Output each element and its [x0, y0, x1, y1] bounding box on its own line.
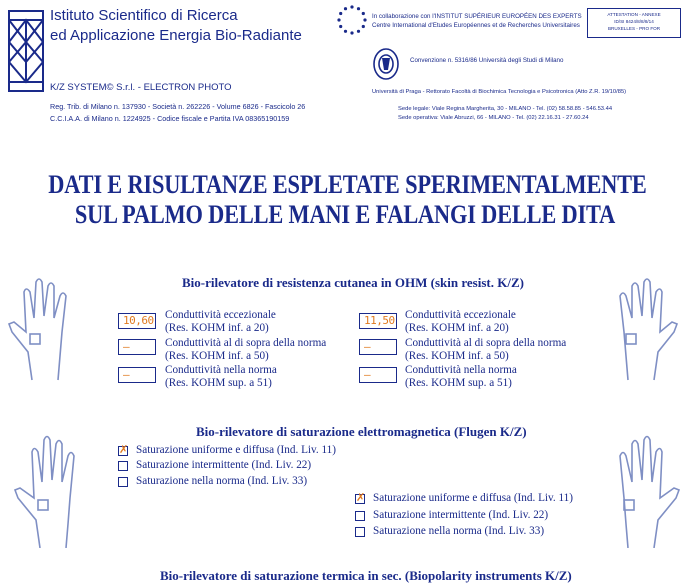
resistance-value-box[interactable]	[118, 367, 156, 383]
resistance-option: Conduttività eccezionale (Res. KOHM inf. a 20)	[405, 309, 516, 334]
collaboration-line1: In collaborazione con l'INSTITUT SUPÉRIEUR EUROPÉEN DES EXPERTS	[372, 13, 582, 20]
saturation-label: Saturazione uniforme e diffusa (Ind. Liv. 11)	[136, 444, 336, 456]
institute-logo	[6, 8, 46, 94]
handwritten-value: –	[364, 340, 371, 353]
resistance-value-box[interactable]	[359, 313, 397, 329]
company-line: K/Z SYSTEM© S.r.l. - ELECTRON PHOTO	[50, 82, 232, 93]
resistance-option: Conduttività nella norma (Res. KOHM sup. a 51)	[405, 364, 517, 389]
saturation-label: Saturazione nella norma (Ind. Liv. 33)	[136, 475, 308, 487]
section2-heading: Bio-rilevatore di saturazione elettromagnetica (Flugen K/Z)	[196, 424, 527, 439]
saturation-label: Saturazione intermittente (Ind. Liv. 22)	[136, 459, 312, 471]
check-mark-icon: ✗	[119, 444, 129, 456]
saturation-label: Saturazione uniforme e diffusa (Ind. Liv. 11)	[373, 492, 573, 504]
check-mark-icon: ✗	[356, 492, 366, 504]
section1-heading: Bio-rilevatore di resistenza cutanea in OHM (skin resist. K/Z)	[182, 275, 524, 290]
sede-legale-line: Sede legale: Viale Regina Margherita, 30 - MILANO - Tel. (02) 58.58.85 - 546.53.44	[398, 106, 613, 112]
saturation-checkbox[interactable]	[355, 527, 365, 537]
saturation-label: Saturazione intermittente (Ind. Liv. 22)	[373, 509, 549, 521]
collaboration-line2: Centre International d'Etudes Européennes et de Recherches Universitaires	[372, 22, 580, 29]
left-hand-diagram	[4, 272, 96, 382]
resistance-option: Conduttività al di sopra della norma (Res. KOHM inf. a 50)	[405, 337, 567, 362]
handwritten-value: –	[123, 340, 130, 353]
attestation-line: ATTESTATION - ANNEXE	[607, 12, 661, 17]
right-hand-diagram	[590, 272, 682, 382]
resistance-value-box[interactable]	[359, 367, 397, 383]
resistance-value-box[interactable]	[359, 339, 397, 355]
left-hand-diagram-2	[10, 428, 110, 548]
university-seal-icon	[372, 46, 400, 82]
resistance-option: Conduttività eccezionale (Res. KOHM inf. a 20)	[165, 309, 276, 334]
attestation-line: BRUXELLES - PRO FOR	[607, 26, 661, 31]
handwritten-value: –	[123, 368, 130, 381]
attestation-box	[587, 8, 681, 38]
institute-name-line2: ed Applicazione Energia Bio-Radiante	[50, 27, 302, 44]
saturation-checkbox[interactable]	[118, 446, 128, 456]
handwritten-value: 11,50	[364, 314, 395, 327]
document-title-line2: SUL PALMO DELLE MANI E FALANGI DELLE DITA	[74, 200, 616, 229]
right-hand-diagram-2	[584, 428, 684, 548]
resistance-value-box[interactable]	[118, 339, 156, 355]
document-title-line1: DATI E RISULTANZE ESPLETATE SPERIMENTALMENTE	[48, 170, 647, 199]
sede-operativa-line: Sede operativa: Viale Abruzzi, 66 - MILANO - Tel. (02) 22.16.31 - 27.60.24	[398, 115, 589, 121]
cciaa-line: C.C.I.A.A. di Milano n. 1224925 - Codice fiscale e Partita IVA 08365190159	[50, 114, 290, 123]
university-line: Università di Praga - Rettorato Facoltà di Biochimica Tecnologia e Psicotronica (Atto Z.R. 19/10/85)	[372, 89, 627, 95]
saturation-checkbox[interactable]	[355, 494, 365, 504]
saturation-checkbox[interactable]	[118, 461, 128, 471]
handwritten-value: 10,60	[123, 314, 154, 327]
section3-heading: Bio-rilevatore di saturazione termica in sec. (Biopolarity instruments K/Z)	[160, 568, 572, 583]
registration-line: Reg. Trib. di Milano n. 137930 - Società n. 262226 - Volume 6826 - Fascicolo 26	[50, 102, 306, 111]
convention-line: Convenzione n. 5316/86 Università degli Studi di Milano	[410, 57, 564, 64]
eu-stars-icon	[336, 4, 368, 36]
resistance-option: Conduttività nella norma (Res. KOHM sup. a 51)	[165, 364, 277, 389]
saturation-label: Saturazione nella norma (Ind. Liv. 33)	[373, 525, 545, 537]
institute-name-line1: Istituto Scientifico di Ricerca	[50, 7, 238, 24]
resistance-value-box[interactable]	[118, 313, 156, 329]
attestation-line: ID/SI 8424/8/8/8/14	[614, 19, 654, 24]
saturation-checkbox[interactable]	[355, 511, 365, 521]
saturation-checkbox[interactable]	[118, 477, 128, 487]
resistance-option: Conduttività al di sopra della norma (Res. KOHM inf. a 50)	[165, 337, 327, 362]
handwritten-value: –	[364, 368, 371, 381]
